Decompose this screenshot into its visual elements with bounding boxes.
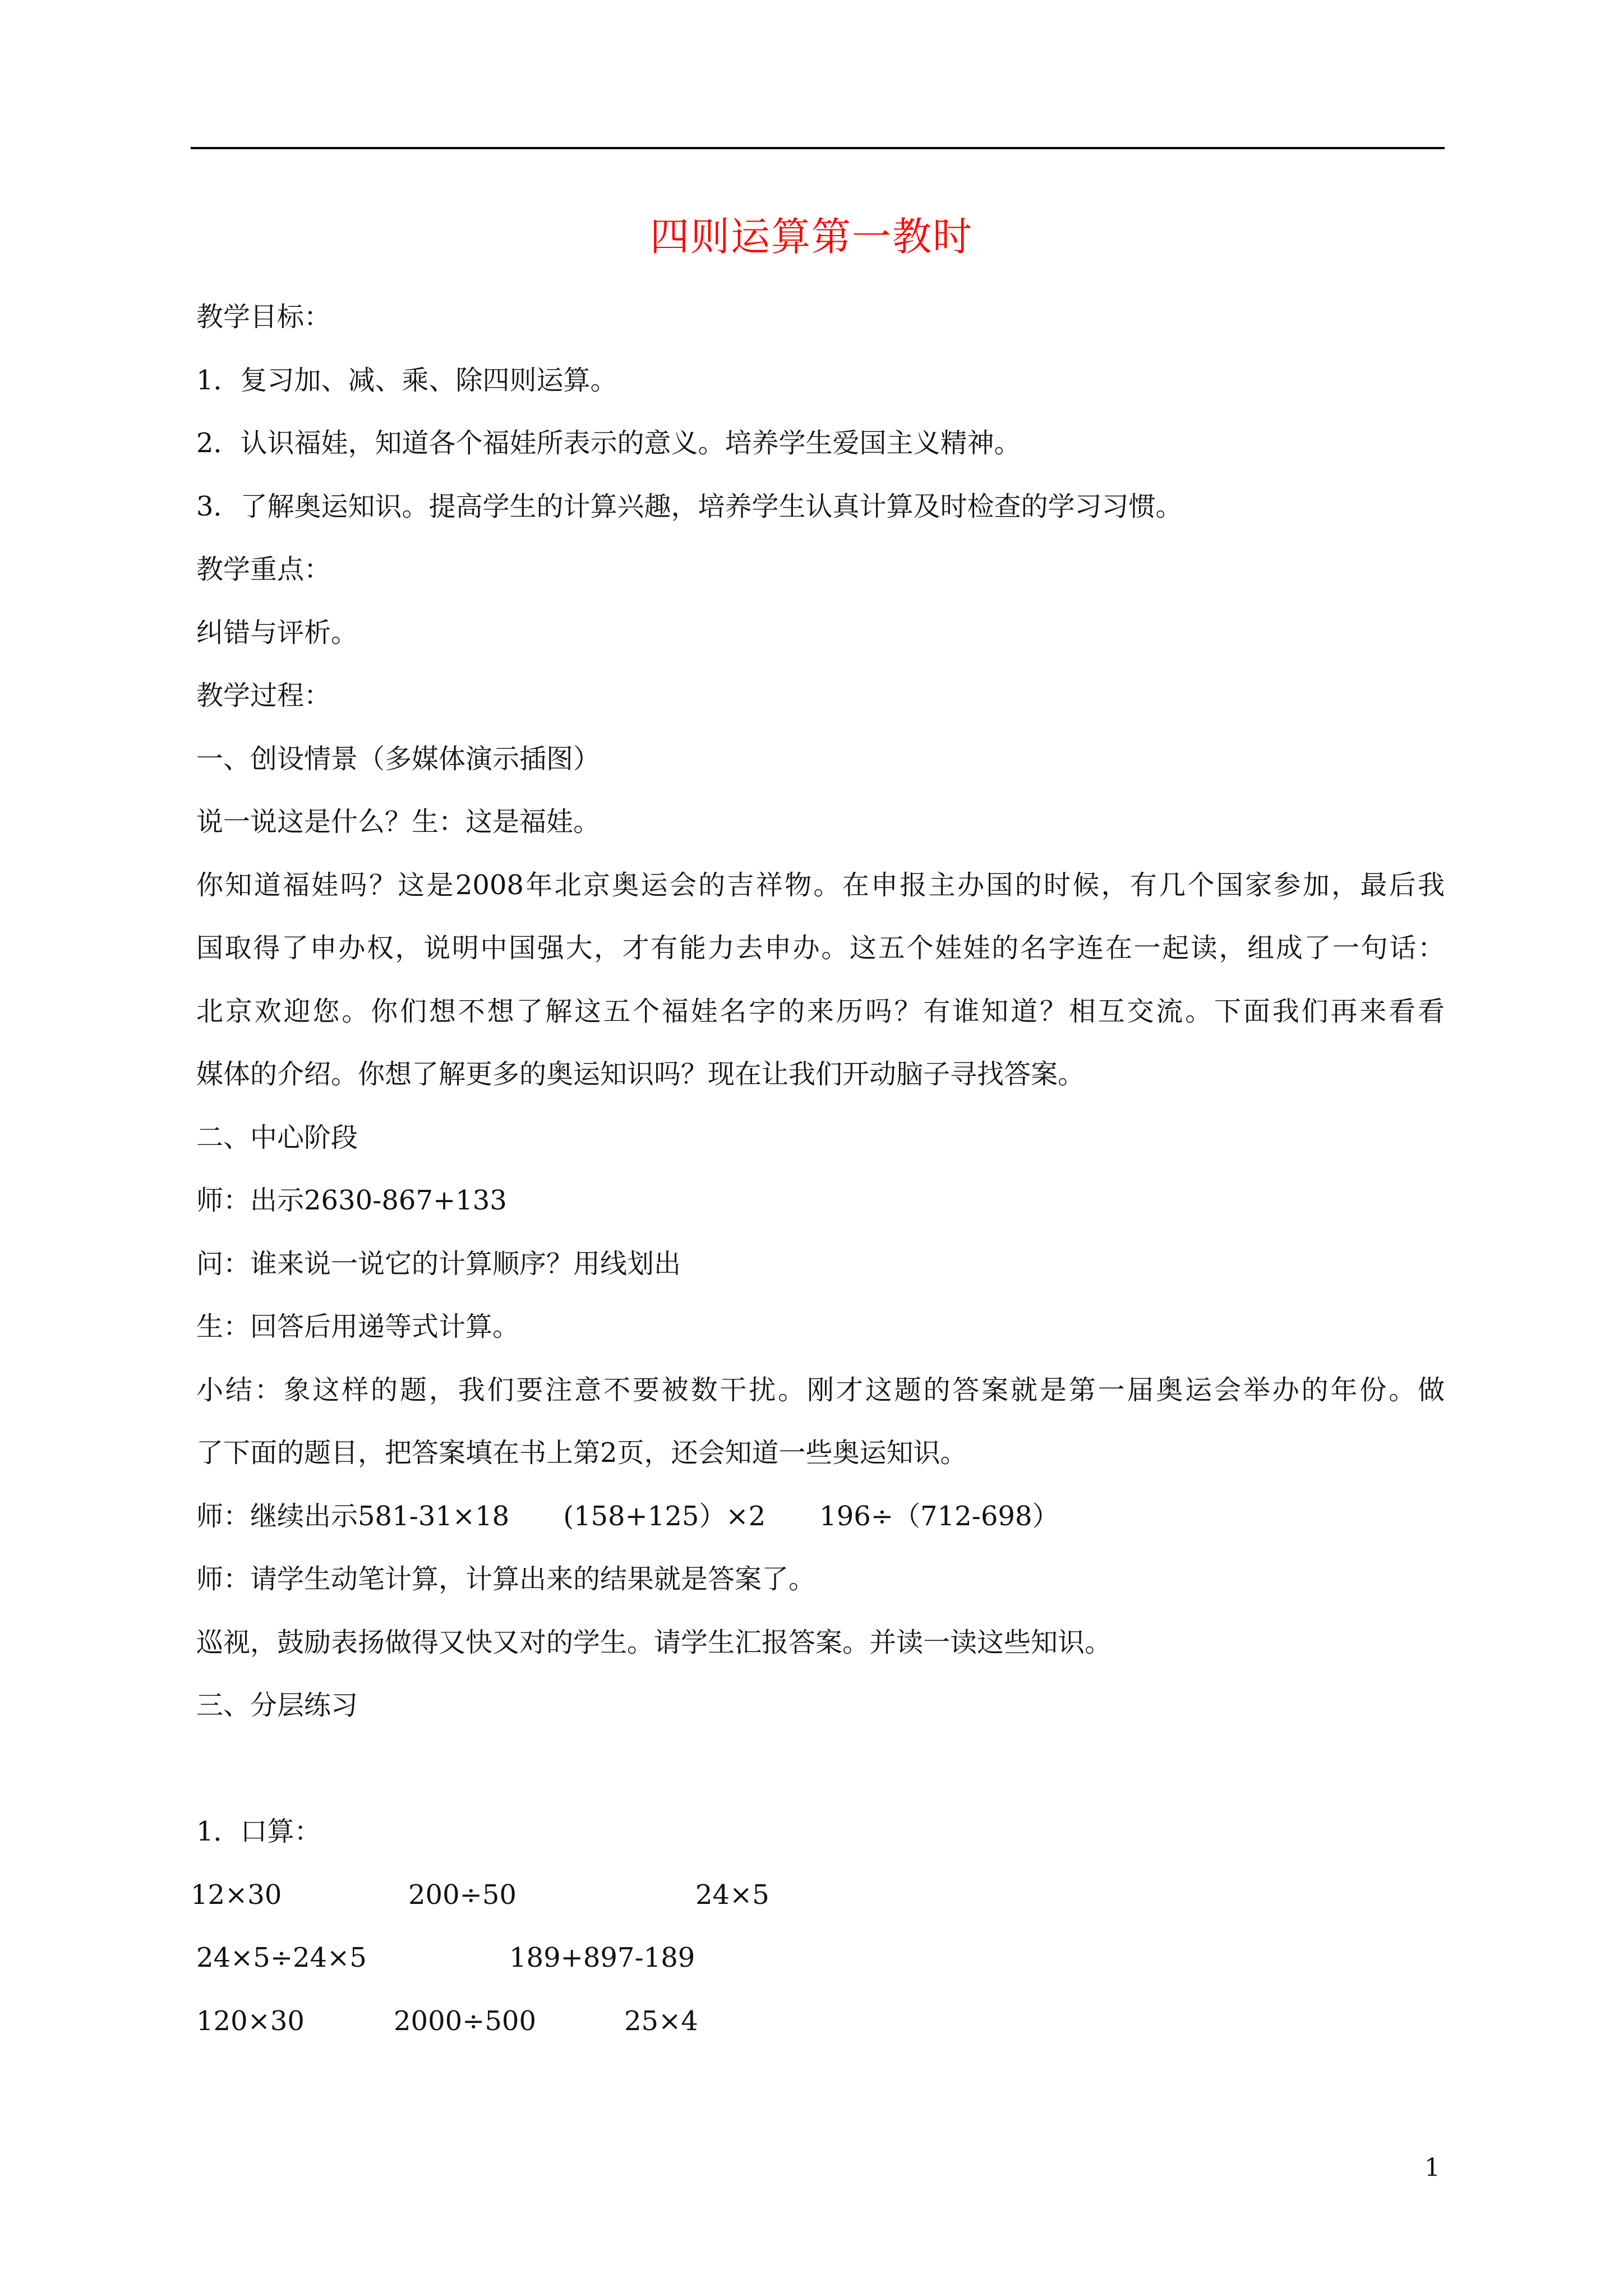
paragraph-line: 北京欢迎您。你们想不想了解这五个福娃名字的来历吗？有谁知道？相互交流。下面我们再来看看 [196,996,1445,1027]
oral-math-item: 120×30 [196,2005,305,2037]
paragraph-line: 你知道福娃吗？这是2008年北京奥运会的吉祥物。在申报主办国的时候，有几个国家参加，最后我 [196,869,1445,901]
objective-2: 2．认识福娃，知道各个福娃所表示的意义。培养学生爱国主义精神。 [196,427,1021,459]
oral-math-item: 24×5÷24×5 [196,1942,367,1973]
oral-math-item: 25×4 [624,2005,698,2037]
section-heading-process: 教学过程： [196,680,331,711]
paragraph-line: 师：请学生动笔计算，计算出来的结果就是答案了。 [196,1563,816,1595]
oral-math-item: 200÷50 [408,1879,517,1911]
paragraph-line: 媒体的介绍。你想了解更多的奥运知识吗？现在让我们开动脑子寻找答案。 [196,1059,1085,1090]
paragraph-line: 生：回答后用递等式计算。 [196,1311,520,1342]
section-heading-objectives: 教学目标： [196,301,331,333]
objective-1: 1．复习加、减、乘、除四则运算。 [196,365,617,396]
step-3-heading: 三、分层练习 [196,1690,358,1721]
paragraph-line: 巡视，鼓励表扬做得又快又对的学生。请学生汇报答案。并读一读这些知识。 [196,1627,1112,1658]
key-point-text: 纠错与评析。 [196,617,358,648]
oral-math-item: 189+897-189 [509,1942,695,1973]
section-heading-key-points: 教学重点： [196,554,331,585]
paragraph-line: 问：谁来说一说它的计算顺序？用线划出 [196,1248,681,1280]
objective-3: 3．了解奥运知识。提高学生的计算兴趣，培养学生认真计算及时检查的学习习惯。 [196,491,1183,522]
step-2-heading: 二、中心阶段 [196,1122,358,1153]
paragraph-line: 说一说这是什么？生：这是福娃。 [196,806,601,838]
exercise-1-heading: 1．口算： [196,1816,321,1847]
paragraph-line: 国取得了申办权，说明中国强大，才有能力去申办。这五个娃娃的名字连在一起读，组成了一句话： [196,932,1445,964]
page-number: 1 [1424,2154,1440,2182]
paragraph-line: 师：继续出示581-31×18 (158+125）×2 196÷（712-698） [196,1501,1059,1532]
oral-math-item: 24×5 [695,1879,769,1911]
oral-math-item: 12×30 [191,1879,282,1911]
oral-math-item: 2000÷500 [394,2005,536,2037]
header-rule [191,147,1445,149]
step-1-heading: 一、创设情景（多媒体演示插图） [196,743,601,775]
paragraph-line: 小结：象这样的题，我们要注意不要被数干扰。刚才这题的答案就是第一届奥运会举办的年份。做 [196,1374,1445,1406]
page-title: 四则运算第一教时 [650,214,973,260]
paragraph-line: 师：出示2630-867+133 [196,1185,507,1216]
paragraph-line: 了下面的题目，把答案填在书上第2页，还会知道一些奥运知识。 [196,1437,967,1469]
